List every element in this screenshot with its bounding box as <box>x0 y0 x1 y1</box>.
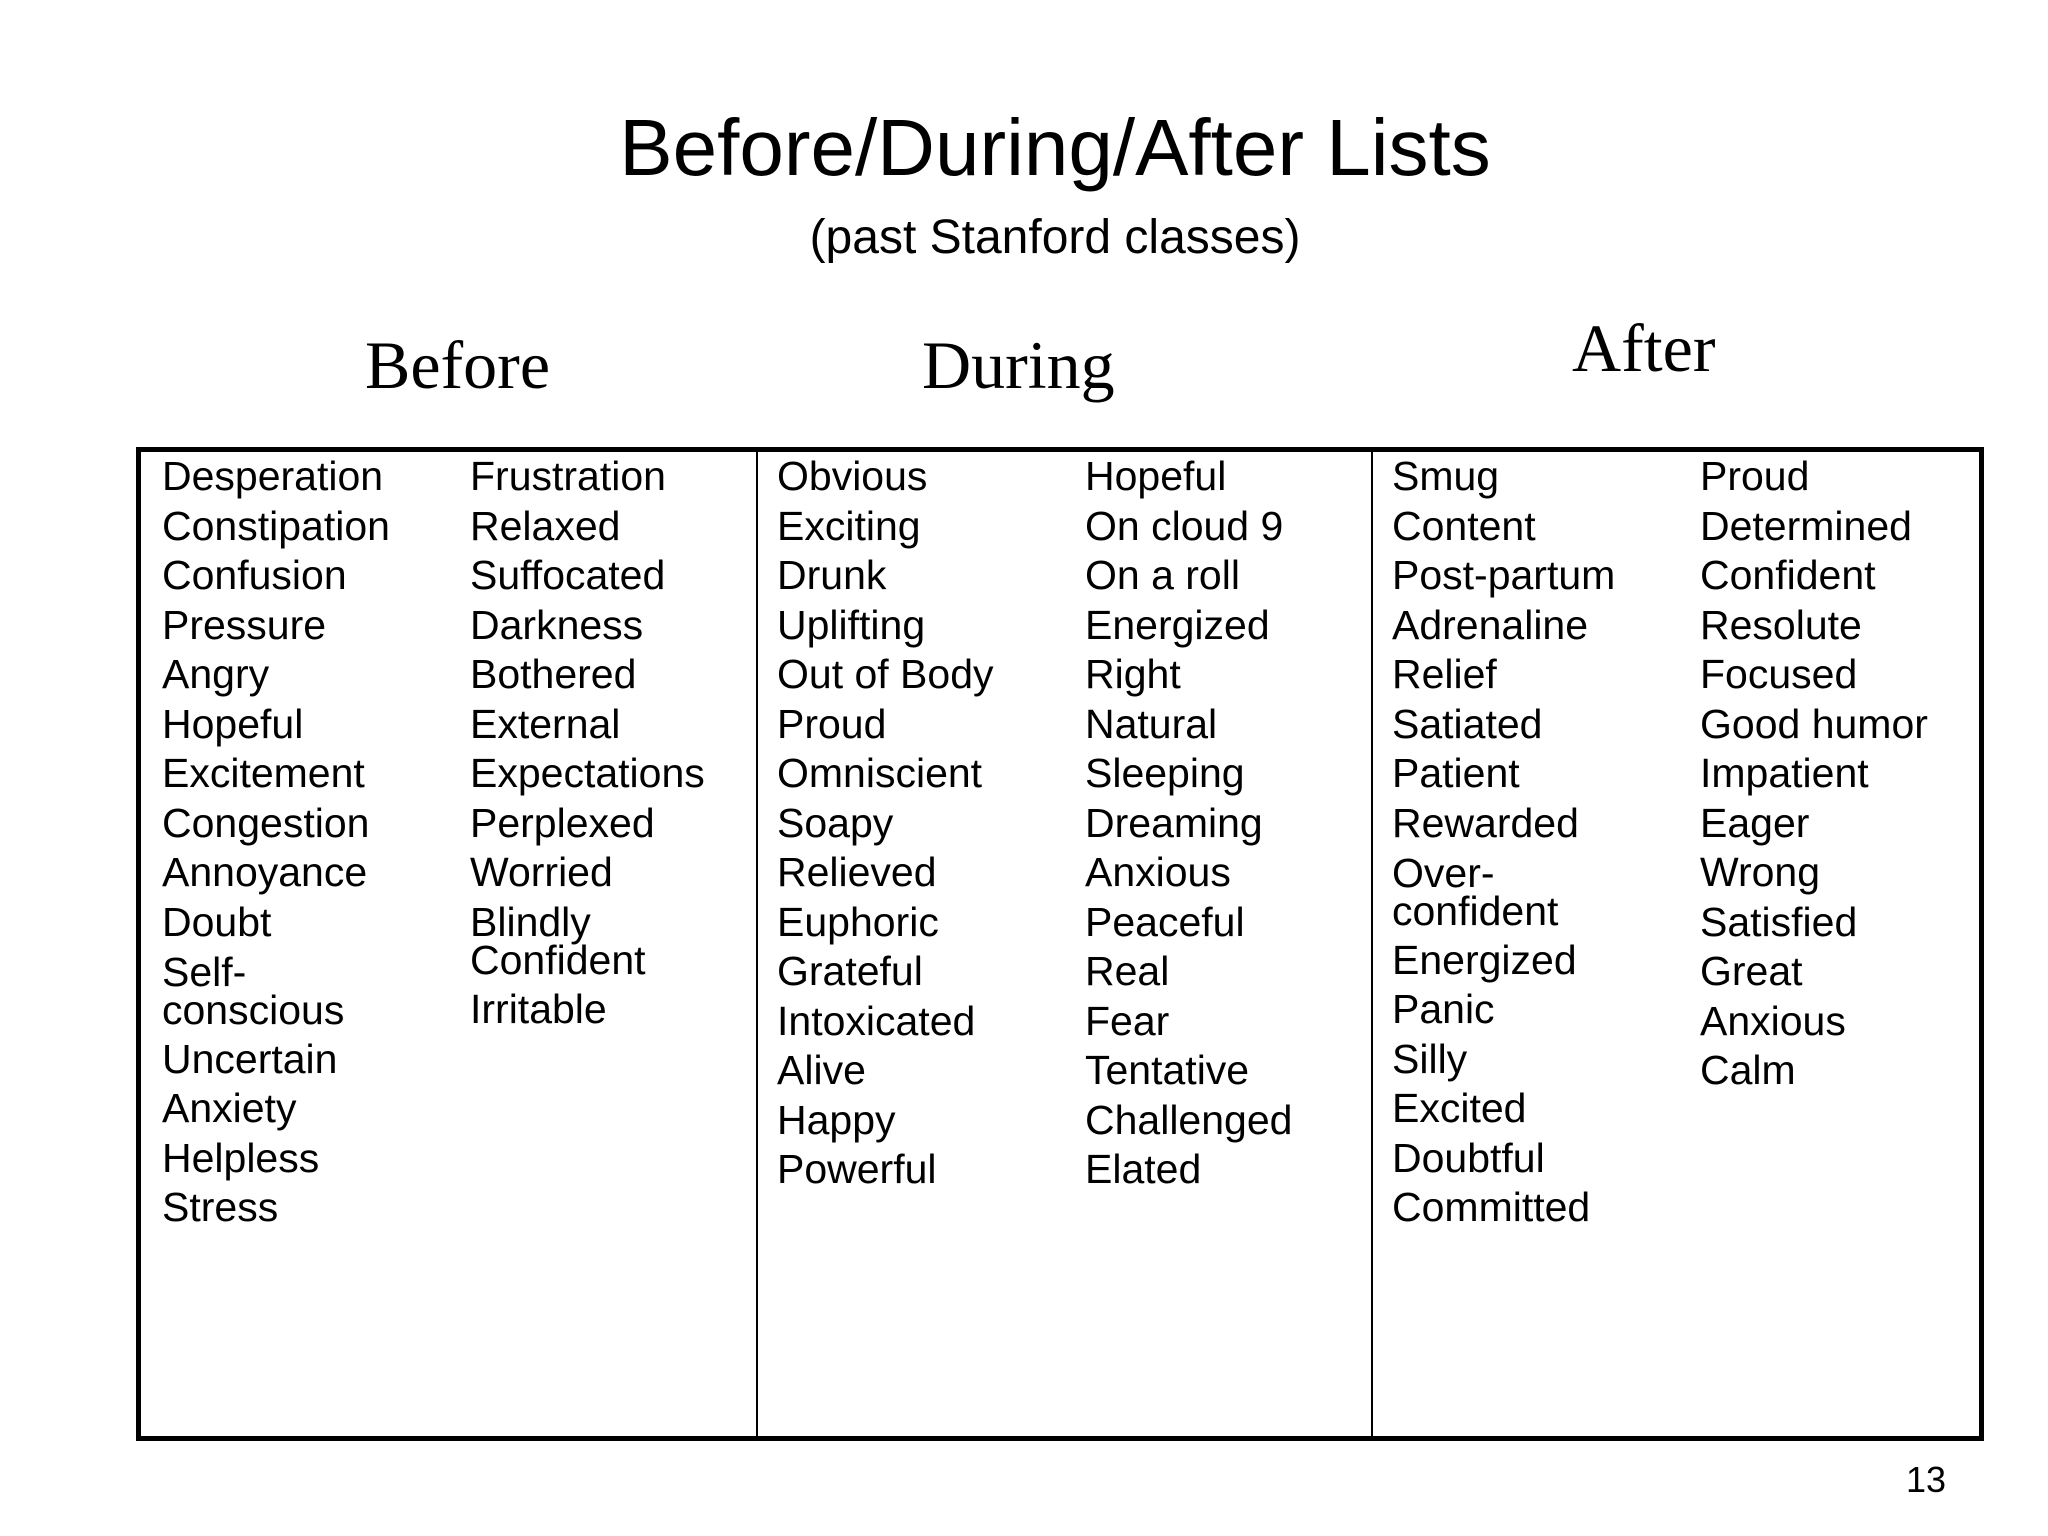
list-item: Fear <box>1085 997 1170 1044</box>
list-item: Worried <box>470 849 613 895</box>
list-item: Bothered <box>470 651 637 697</box>
list-item: Proud <box>777 700 887 747</box>
list-item: Stress <box>162 1184 279 1230</box>
list-item: Euphoric <box>777 898 939 945</box>
list-item: Tentative <box>1085 1047 1250 1093</box>
list-item: Peaceful <box>1085 898 1245 945</box>
list-item: Anxious <box>1700 997 1846 1044</box>
list-item-line: confident <box>1392 887 1559 934</box>
list-item: Rewarded <box>1392 799 1579 846</box>
list-item: Sleeping <box>1085 750 1245 796</box>
list-item: Helpless <box>162 1134 320 1181</box>
list-item: Perplexed <box>470 799 655 846</box>
list-item-line: Self- <box>162 948 247 995</box>
list-item: Annoyance <box>162 849 368 895</box>
list-item: Uncertain <box>162 1035 338 1082</box>
list-item: Soapy <box>777 799 894 846</box>
list-item: Alive <box>777 1047 866 1093</box>
list-item: Elated <box>1085 1146 1202 1192</box>
list-item: Wrong <box>1700 849 1821 895</box>
list-item: On a roll <box>1085 552 1240 598</box>
list-item: Real <box>1085 948 1170 994</box>
list-item: Angry <box>162 651 270 697</box>
during-list-2 <box>1085 452 1292 1195</box>
during-list-1 <box>777 452 994 1195</box>
word-list-table <box>136 447 1984 1441</box>
list-item: Anxiety <box>162 1085 297 1131</box>
list-item: Irritable <box>470 986 607 1032</box>
list-item: Doubt <box>162 898 272 945</box>
list-item: Resolute <box>1700 601 1862 648</box>
list-item-line: Blindly <box>470 899 591 946</box>
list-item <box>470 899 705 984</box>
list-item: Dreaming <box>1085 799 1263 846</box>
list-item: Satisfied <box>1700 898 1858 945</box>
list-item: Energized <box>1085 601 1270 648</box>
list-item: Excited <box>1392 1085 1527 1131</box>
after-list-2 <box>1700 452 1928 1096</box>
list-item: Hopeful <box>162 700 304 747</box>
slide-subtitle: (past Stanford classes) <box>809 211 1301 264</box>
list-item: Energized <box>1392 936 1577 983</box>
list-item: Content <box>1392 502 1536 549</box>
list-item: Confident <box>1700 552 1876 598</box>
before-list-1 <box>162 452 390 1233</box>
list-item: Relief <box>1392 651 1497 697</box>
list-item: Grateful <box>777 948 923 994</box>
list-item: Right <box>1085 651 1181 697</box>
list-item: Constipation <box>162 502 390 549</box>
list-item-line: Confident <box>470 937 646 984</box>
list-item: Calm <box>1700 1047 1796 1093</box>
page-number: 13 <box>1905 1459 1946 1500</box>
list-item: Pressure <box>162 601 327 648</box>
list-item: Post-partum <box>1392 552 1616 598</box>
list-item: Great <box>1700 948 1803 994</box>
list-item: Challenged <box>1085 1096 1293 1143</box>
list-item: Doubtful <box>1392 1134 1545 1181</box>
list-item: Powerful <box>777 1146 937 1192</box>
column-heading-before: Before <box>365 327 551 403</box>
after-list-1 <box>1392 452 1615 1233</box>
list-item <box>1392 849 1615 934</box>
list-item: Determined <box>1700 502 1912 549</box>
list-item: Happy <box>777 1096 896 1143</box>
list-item: Exciting <box>777 502 921 549</box>
list-item: Anxious <box>1085 849 1231 895</box>
slide-title: Before/During/After Lists <box>619 103 1491 192</box>
list-item: Relaxed <box>470 502 621 549</box>
list-item: Focused <box>1700 651 1858 697</box>
list-item: Smug <box>1392 453 1500 499</box>
list-item: Out of Body <box>777 651 994 697</box>
list-item: Silly <box>1392 1035 1468 1082</box>
list-item: Hopeful <box>1085 453 1227 499</box>
list-item: Eager <box>1700 799 1810 846</box>
list-item: Impatient <box>1700 750 1869 796</box>
list-item: Proud <box>1700 453 1810 499</box>
list-item: Committed <box>1392 1184 1591 1230</box>
list-item: Darkness <box>470 601 644 648</box>
list-item: Confusion <box>162 552 347 598</box>
list-item: Excitement <box>162 750 365 796</box>
list-item: Patient <box>1392 750 1520 796</box>
list-item: Panic <box>1392 986 1495 1032</box>
list-item: Obvious <box>777 453 928 499</box>
list-item: Natural <box>1085 700 1218 747</box>
list-item: Satiated <box>1392 700 1543 747</box>
list-item: Omniscient <box>777 750 983 796</box>
list-item: Uplifting <box>777 601 926 648</box>
column-heading-after: After <box>1572 310 1716 386</box>
list-item: Relieved <box>777 849 937 895</box>
before-list-2 <box>470 452 705 1035</box>
column-heading-during: During <box>922 327 1115 403</box>
list-item: Adrenaline <box>1392 601 1589 648</box>
list-item: Suffocated <box>470 552 666 598</box>
list-item-line: conscious <box>162 986 345 1033</box>
list-item: Intoxicated <box>777 997 976 1044</box>
list-item: External <box>470 700 621 747</box>
list-item: On cloud 9 <box>1085 502 1284 549</box>
column-divider <box>756 452 758 1436</box>
list-item-line: Over- <box>1392 849 1495 896</box>
list-item: Expectations <box>470 750 705 796</box>
list-item: Congestion <box>162 799 370 846</box>
list-item: Desperation <box>162 453 384 499</box>
list-item: Good humor <box>1700 700 1928 747</box>
list-item <box>162 948 390 1033</box>
list-item: Drunk <box>777 552 887 598</box>
column-divider <box>1371 452 1373 1436</box>
list-item: Frustration <box>470 453 666 499</box>
